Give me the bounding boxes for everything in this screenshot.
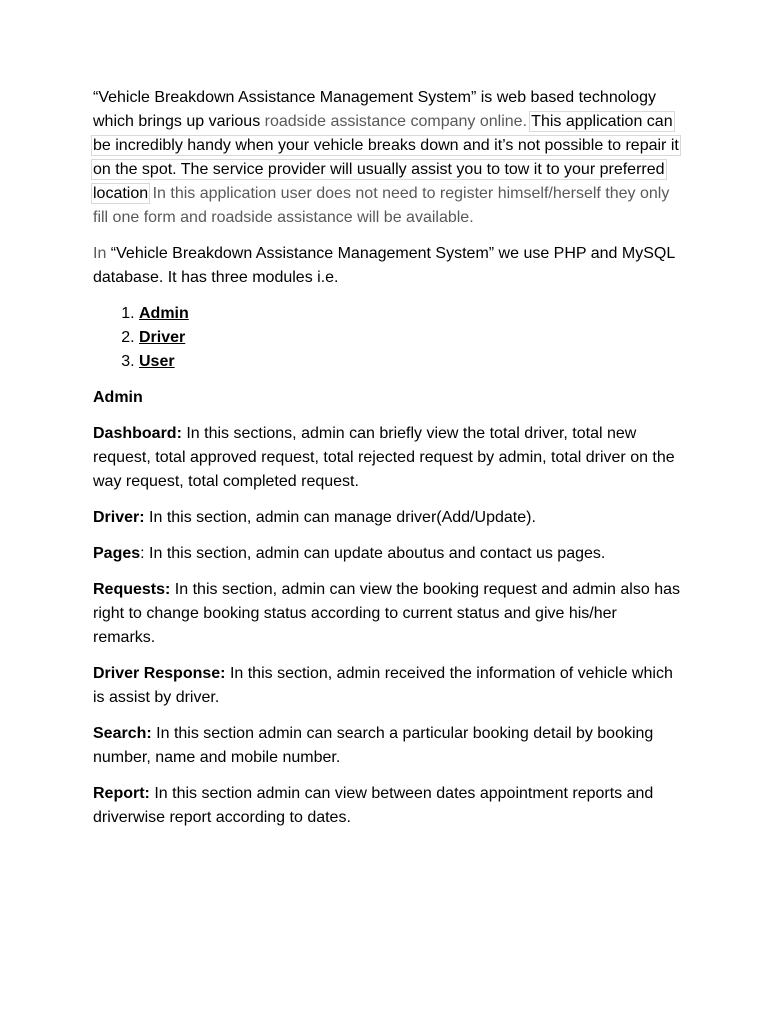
- section-report: [93, 782, 683, 830]
- intro-boxed-text: This application can be incredibly handy when your vehicle breaks down and it’s not possible to repair it on the spot. The service provider will usually assist you to tow it to your preferred location: [93, 113, 679, 202]
- section-driver: [93, 506, 683, 530]
- tech-text: we use PHP and MySQL database. It has three modules i.e.: [93, 245, 675, 286]
- section-pages: [93, 542, 683, 566]
- section-text: In this sections, admin can briefly view the total driver, total new request, total approved request, total rejected request by admin, total driver on the way request, total completed request.: [93, 425, 675, 490]
- intro-paragraph: [93, 86, 683, 230]
- list-item: [139, 326, 683, 350]
- module-user: User: [139, 353, 175, 370]
- section-requests: [93, 578, 683, 650]
- section-label: Driver Response:: [93, 665, 226, 682]
- section-text: In this section, admin can manage driver(Add/Update).: [144, 509, 536, 526]
- list-item: [139, 302, 683, 326]
- section-text: In this section admin can search a particular booking detail by booking number, name and mobile number.: [93, 725, 654, 766]
- section-search: [93, 722, 683, 770]
- section-label: Requests:: [93, 581, 171, 598]
- list-item: [139, 350, 683, 374]
- admin-heading-text: Admin: [93, 389, 143, 406]
- modules-list: [93, 302, 683, 374]
- section-text: : In this section, admin can update aboutus and contact us pages.: [140, 545, 606, 562]
- intro-text: is web based technology which brings up various: [93, 89, 656, 130]
- section-text: In this section, admin can view the booking request and admin also has right to change booking status according to current status and give his/her remarks.: [93, 581, 680, 646]
- module-admin: Admin: [139, 305, 189, 322]
- section-label: Search:: [93, 725, 152, 742]
- section-text: In this section, admin received the information of vehicle which is assist by driver.: [93, 665, 673, 706]
- tech-system-title: “Vehicle Breakdown Assistance Management System”: [110, 245, 495, 262]
- section-label: Driver:: [93, 509, 145, 526]
- section-dashboard: [93, 422, 683, 494]
- tech-in: In: [93, 245, 111, 262]
- intro-gray-text-2: In this application user does not need to register himself/herself they only fill one form and roadside assistance will be available.: [93, 185, 670, 226]
- module-driver: Driver: [139, 329, 186, 346]
- section-label: Dashboard:: [93, 425, 182, 442]
- document-body: [93, 86, 683, 842]
- admin-heading: [93, 386, 683, 410]
- section-label: Report:: [93, 785, 150, 802]
- intro-system-title: “Vehicle Breakdown Assistance Management System”: [93, 89, 477, 106]
- section-text: In this section admin can view between dates appointment reports and driverwise report according to dates.: [93, 785, 654, 826]
- tech-paragraph: [93, 242, 683, 290]
- section-label: Pages: [93, 545, 141, 562]
- section-driver-response: [93, 662, 683, 710]
- intro-gray-text-1: roadside assistance company online.: [264, 113, 528, 130]
